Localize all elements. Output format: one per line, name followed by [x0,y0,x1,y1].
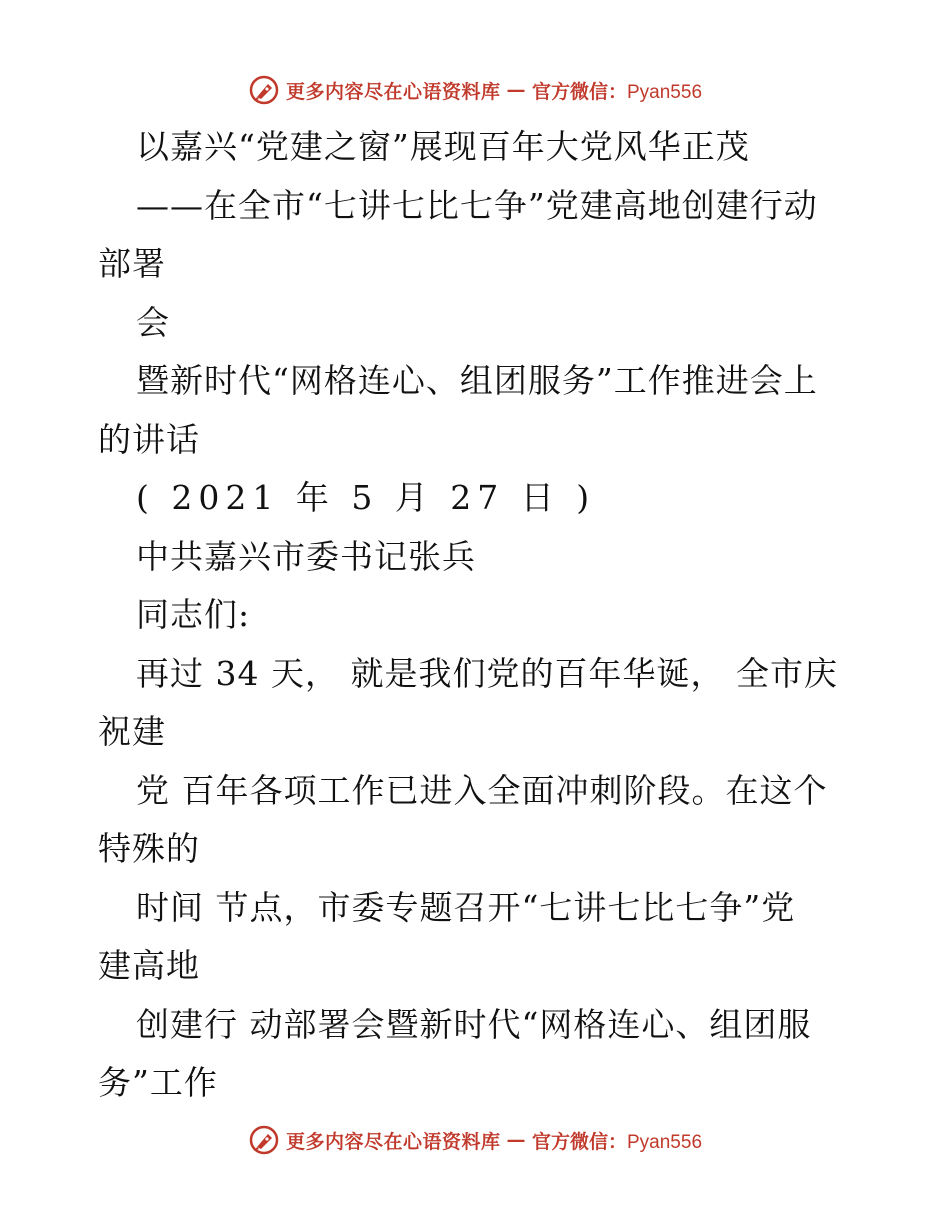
watermark-wechat-label: 官方微信： [531,1130,627,1153]
document-body [98,118,858,1113]
doc-subtitle-line: ——在全市“七讲七比七争”党建高地创建行动 [136,185,818,225]
doc-salutation: 同志们: [136,595,251,634]
watermark-dash: — [506,1129,526,1151]
watermark-wechat [532,1127,702,1154]
doc-paragraph-line: 特殊的 [98,829,200,868]
watermark-wechat-id: Pyan556 [627,81,703,103]
watermark-wechat-label: 官方微信： [531,80,627,103]
watermark-wechat [532,77,702,104]
doc-subtitle-line: 的讲话 [98,419,200,459]
doc-paragraph-line: 时间 节点，市委专题召开“七讲七比七争”党 [136,887,796,927]
doc-subtitle-line: 暨新时代“网格连心、组团服务”工作推进会上 [136,361,818,400]
watermark-header [0,70,950,110]
watermark-wechat-id: Pyan556 [627,1131,703,1153]
watermark-dash: — [506,79,526,101]
pen-nib-logo-icon [248,74,280,106]
doc-subtitle-line: 会 [136,302,170,342]
doc-author: 中共嘉兴市委书记张兵 [136,536,476,576]
doc-date: ( 2021 年 5 月 27 日 ) [136,478,596,517]
doc-title: 以嘉兴“党建之窗”展现百年大党风华正茂 [136,127,750,166]
doc-paragraph-line: 祝建 [98,712,166,751]
doc-paragraph-line: 建高地 [98,946,200,985]
doc-paragraph-line: 再过 34 天， 就是我们党的百年华诞， 全市庆 [136,653,838,693]
doc-paragraph-line: 务”工作 [98,1063,218,1102]
watermark-footer [0,1120,950,1160]
doc-subtitle-line: 部署 [98,244,166,283]
doc-paragraph-line: 党 百年各项工作已进入全面冲刺阶段。在这个 [136,770,828,810]
doc-paragraph-line: 创建行 动部署会暨新时代“网格连心、组团服 [136,1004,812,1044]
watermark-slogan: 更多内容尽在心语资料库 [285,80,501,103]
watermark-slogan: 更多内容尽在心语资料库 [285,1130,501,1153]
pen-nib-logo-icon [248,1124,280,1156]
